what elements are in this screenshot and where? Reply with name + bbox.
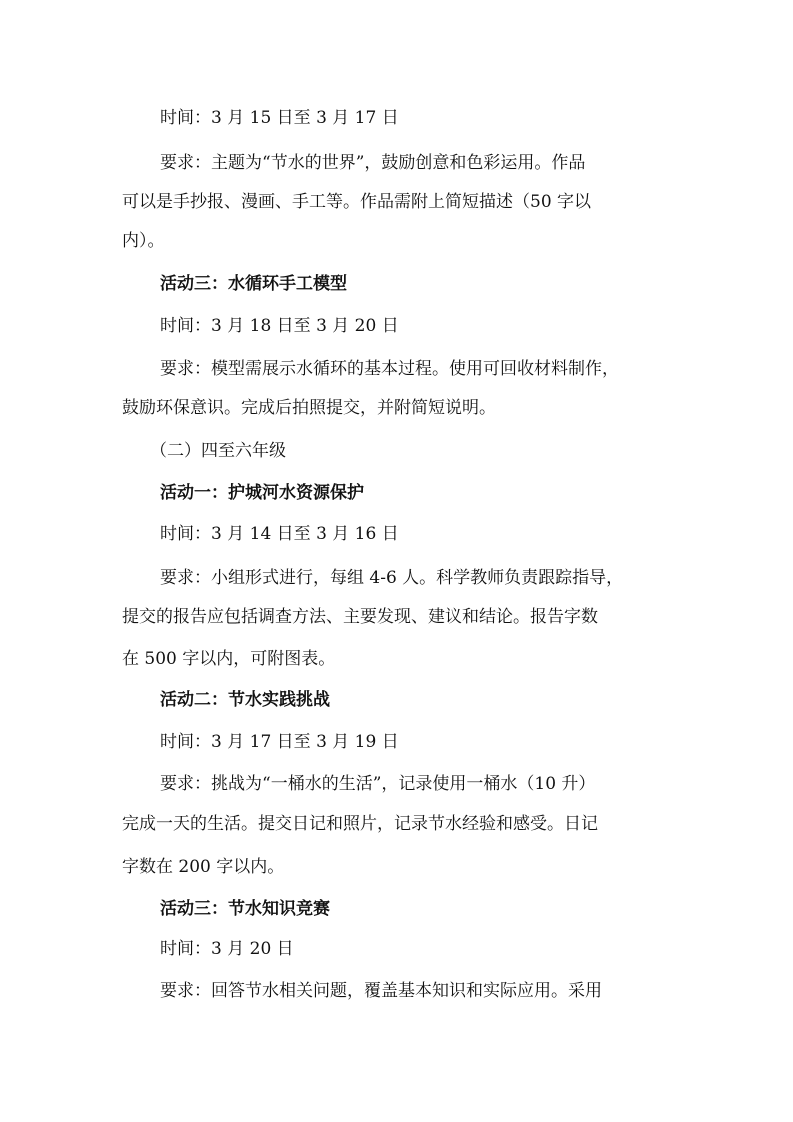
- body-line: 内）。: [122, 231, 165, 251]
- body-line: 可以是手抄报、漫画、手工等。作品需附上简短描述（50 字以: [122, 192, 592, 212]
- body-line: 鼓励环保意识。完成后拍照提交，并附简短说明。: [122, 398, 496, 418]
- requirement-line: 要求：主题为“节水的世界”，鼓励创意和色彩运用。作品: [160, 153, 586, 173]
- time-line: 时间：3 月 20 日: [160, 939, 294, 959]
- body-line: 完成一天的生活。提交日记和照片，记录节水经验和感受。日记: [122, 814, 598, 834]
- time-line: 时间：3 月 15 日至 3 月 17 日: [160, 108, 399, 128]
- requirement-line: 要求：模型需展示水循环的基本过程。使用可回收材料制作，: [160, 359, 619, 379]
- body-line: 提交的报告应包括调查方法、主要发现、建议和结论。报告字数: [122, 607, 598, 627]
- requirement-line: 要求：小组形式进行，每组 4-6 人。科学教师负责跟踪指导，: [160, 568, 624, 588]
- activity-heading: 活动三：水循环手工模型: [160, 274, 347, 294]
- requirement-line: 要求：挑战为“一桶水的生活”，记录使用一桶水（10 升）: [160, 774, 596, 794]
- time-line: 时间：3 月 18 日至 3 月 20 日: [160, 316, 399, 336]
- requirement-line: 要求：回答节水相关问题，覆盖基本知识和实际应用。采用: [160, 981, 602, 1001]
- time-line: 时间：3 月 14 日至 3 月 16 日: [160, 524, 399, 544]
- body-line: 在 500 字以内，可附图表。: [122, 649, 336, 669]
- activity-heading: 活动一：护城河水资源保护: [160, 483, 364, 503]
- body-line: 字数在 200 字以内。: [122, 857, 285, 877]
- activity-heading: 活动二：节水实践挑战: [160, 690, 330, 710]
- section-heading: （二）四至六年级: [150, 441, 286, 461]
- time-line: 时间：3 月 17 日至 3 月 19 日: [160, 732, 399, 752]
- activity-heading: 活动三：节水知识竞赛: [160, 899, 330, 919]
